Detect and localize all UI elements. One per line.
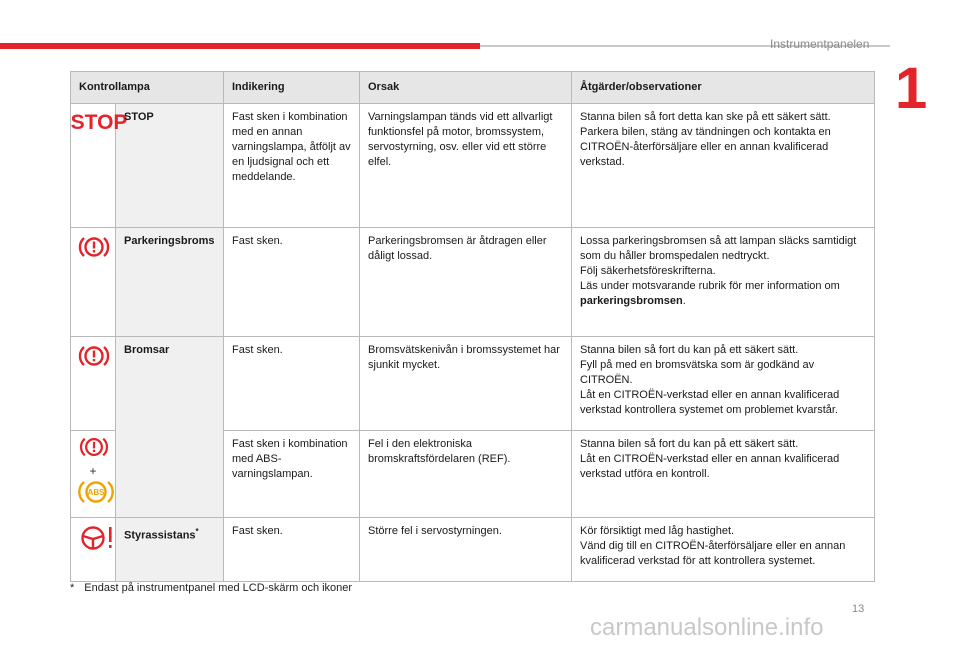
- action-cell: [572, 228, 875, 337]
- warning-lamp-table: [70, 71, 875, 582]
- action-line: Lossa parkeringsbromsen så att lampan släcks samtidigt som du håller bromspedalen nedtryckt.: [580, 235, 857, 262]
- action-cell: [572, 431, 875, 518]
- column-header: Orsak: [360, 72, 572, 104]
- action-line: Kör försiktigt med låg hastighet.: [580, 525, 735, 537]
- action-bold-text: parkeringsbromsen: [580, 295, 683, 307]
- plus-sign: +: [89, 464, 97, 478]
- lamp-name: Bromsar: [116, 337, 224, 518]
- footnote-text: Endast på instrumentpanel med LCD-skärm och ikoner: [84, 582, 353, 594]
- action-line: Vänd dig till en CITROËN-återförsäljare eller en annan kvalificerad verkstad för att kontrollera systemet.: [580, 540, 846, 567]
- brake-warning-icon: [79, 435, 109, 459]
- watermark: carmanualsonline.info: [590, 614, 824, 641]
- abs-warning-icon: [79, 478, 113, 506]
- action-cell: [572, 337, 875, 431]
- footnote: [70, 582, 352, 594]
- icon-cell: [71, 337, 116, 431]
- lamp-name: Styrassistans*: [116, 518, 224, 582]
- lamp-name: STOP: [116, 104, 224, 228]
- indication-cell: Fast sken i kombination med ABS-varningslampan.: [224, 431, 360, 518]
- column-header: Åtgärder/observationer: [572, 72, 875, 104]
- cause-cell: Fel i den elektroniska bromskraftsfördelaren (REF).: [360, 431, 572, 518]
- table-header-row: [71, 72, 875, 104]
- parking-brake-warning-icon: [79, 234, 109, 260]
- indication-cell: Fast sken.: [224, 228, 360, 337]
- action-cell: Stanna bilen så fort detta kan ske på ett säkert sätt. Parkera bilen, stäng av tändningen och kontakta en CITROËN-återförsäljare eller en annan kvalificerad verkstad.: [572, 104, 875, 228]
- page-number: 13: [852, 603, 865, 615]
- cause-cell: Parkeringsbromsen är åtdragen eller dåligt lossad.: [360, 228, 572, 337]
- footnote-marker: *: [195, 527, 199, 536]
- indication-cell: Fast sken i kombination med en annan varningslampa, åtföljt av en ljudsignal och ett meddelande.: [224, 104, 360, 228]
- icon-cell: [70, 104, 128, 228]
- table-row: [71, 228, 875, 337]
- table-row: [71, 337, 875, 431]
- svg-text:STOP: STOP: [70, 111, 128, 134]
- cause-cell: Större fel i servostyrningen.: [360, 518, 572, 582]
- icon-cell: [71, 431, 116, 518]
- cause-cell: Bromsvätskenivån i bromssystemet har sjunkit mycket.: [360, 337, 572, 431]
- action-line: Läs under motsvarande rubrik för mer information om parkeringsbromsen.: [580, 280, 840, 307]
- header-red-bar: [0, 43, 480, 49]
- action-line: Följ säkerhetsföreskrifterna.: [580, 265, 716, 277]
- icon-cell: [71, 228, 116, 337]
- section-title: Instrumentpanelen: [770, 37, 870, 51]
- indication-cell: Fast sken.: [224, 337, 360, 431]
- column-header: Kontrollampa: [71, 72, 224, 104]
- chapter-number: 1: [895, 56, 928, 121]
- action-line: Stanna bilen så fort du kan på ett säkert sätt.: [580, 438, 799, 450]
- icon-cell: [71, 518, 116, 582]
- column-header: Indikering: [224, 72, 360, 104]
- stop-icon: [70, 110, 128, 134]
- lamp-name: Parkeringsbroms: [116, 228, 224, 337]
- action-line: Låt en CITROËN-verkstad eller en annan kvalificerad verkstad utföra en kontroll.: [580, 453, 840, 480]
- cause-cell: Varningslampan tänds vid ett allvarligt funktionsfel på motor, bromssystem, servostyrning, osv. eller vid ett större elfel.: [360, 104, 572, 228]
- action-cell: [572, 518, 875, 582]
- table-row: [71, 104, 875, 228]
- indication-cell: Fast sken.: [224, 518, 360, 582]
- footnote-star: *: [70, 582, 75, 594]
- table-row: [71, 518, 875, 582]
- brake-warning-icon: [79, 343, 109, 369]
- action-line: Låt en CITROËN-verkstad eller en annan kvalificerad verkstad kontrollera systemet om problemet kvarstår.: [580, 389, 840, 416]
- svg-text:ABS: ABS: [87, 488, 105, 497]
- action-line: Stanna bilen så fort du kan på ett säkert sätt.: [580, 344, 799, 356]
- steering-assist-warning-icon: [79, 524, 115, 552]
- action-line: Fyll på med en bromsvätska som är godkänd av CITROËN.: [580, 359, 815, 386]
